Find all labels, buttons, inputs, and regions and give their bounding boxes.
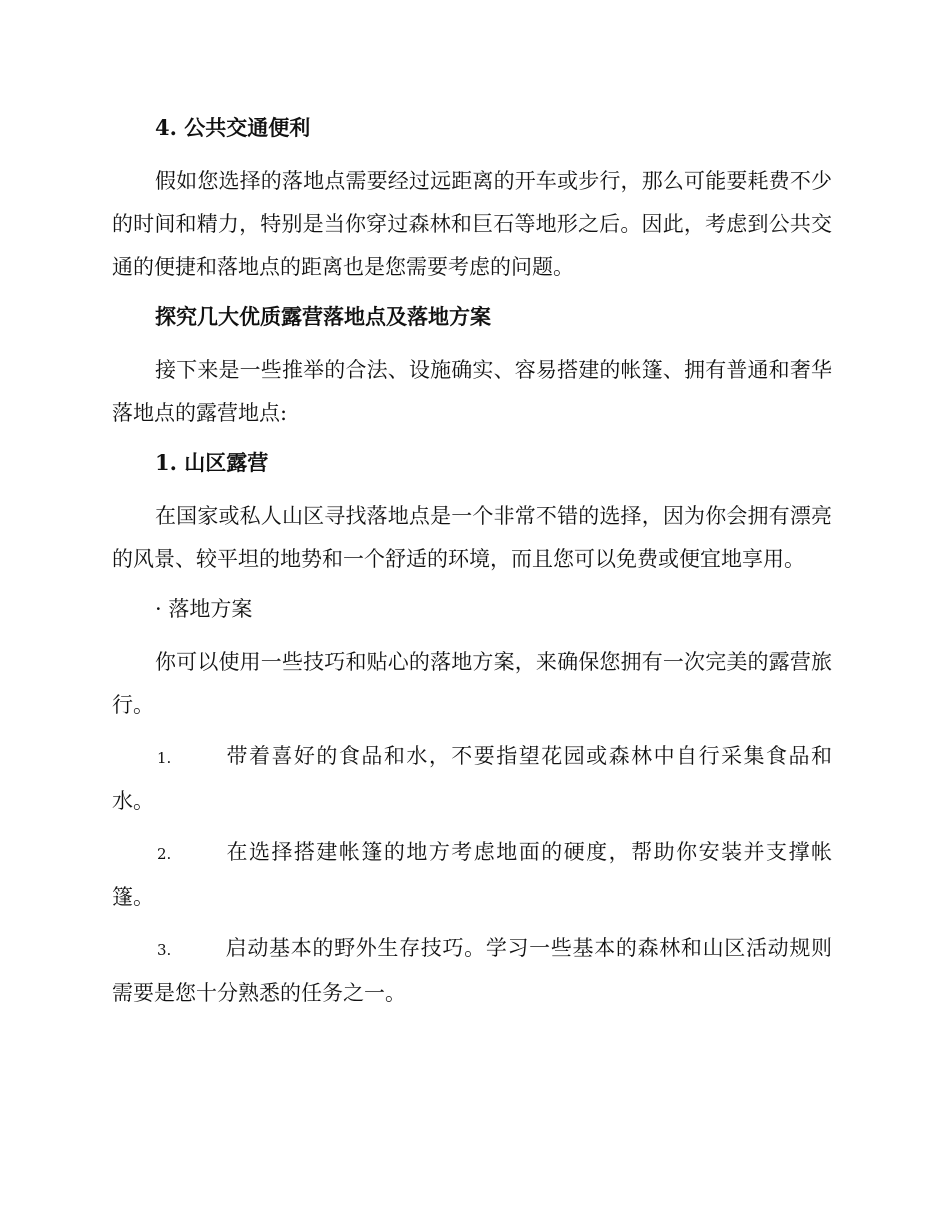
list-item <box>112 831 832 919</box>
list-text: 带着喜好的食品和水，不要指望花园或森林中自行采集食品和水。 <box>112 744 832 813</box>
paragraph-mountain: 在国家或私人山区寻找落地点是一个非常不错的选择，因为你会拥有漂亮的风景、较平坦的地势和一个舒适的环境，而且您可以免费或便宜地享用。 <box>112 504 832 571</box>
document-body <box>112 108 832 1023</box>
section-heading-transport: 4. 公共交通便利 <box>155 115 311 140</box>
plan-bullet: · 落地方案 <box>155 597 253 621</box>
list-item <box>112 927 832 1015</box>
list-number: 1. <box>157 749 172 767</box>
paragraph-explore: 接下来是一些推举的合法、设施确实、容易搭建的帐篷、拥有普通和奢华落地点的露营地点: <box>112 358 832 425</box>
list-number: 2. <box>157 845 172 863</box>
section-heading-mountain: 1. 山区露营 <box>155 450 269 475</box>
list-text: 在选择搭建帐篷的地方考虑地面的硬度，帮助你安装并支撑帐篷。 <box>112 840 832 909</box>
list-number: 3. <box>157 941 172 959</box>
list-item <box>112 735 832 823</box>
paragraph-transport: 假如您选择的落地点需要经过远距离的开车或步行，那么可能要耗费不少的时间和精力，特别是当你穿过森林和巨石等地形之后。因此，考虑到公共交通的便捷和落地点的距离也是您需要考虑的问题。 <box>112 169 832 279</box>
paragraph-plan-intro: 你可以使用一些技巧和贴心的落地方案，来确保您拥有一次完美的露营旅行。 <box>112 650 832 717</box>
list-text: 启动基本的野外生存技巧。学习一些基本的森林和山区活动规则需要是您十分熟悉的任务之一。 <box>112 936 832 1005</box>
section-heading-explore: 探究几大优质露营落地点及落地方案 <box>155 304 491 329</box>
